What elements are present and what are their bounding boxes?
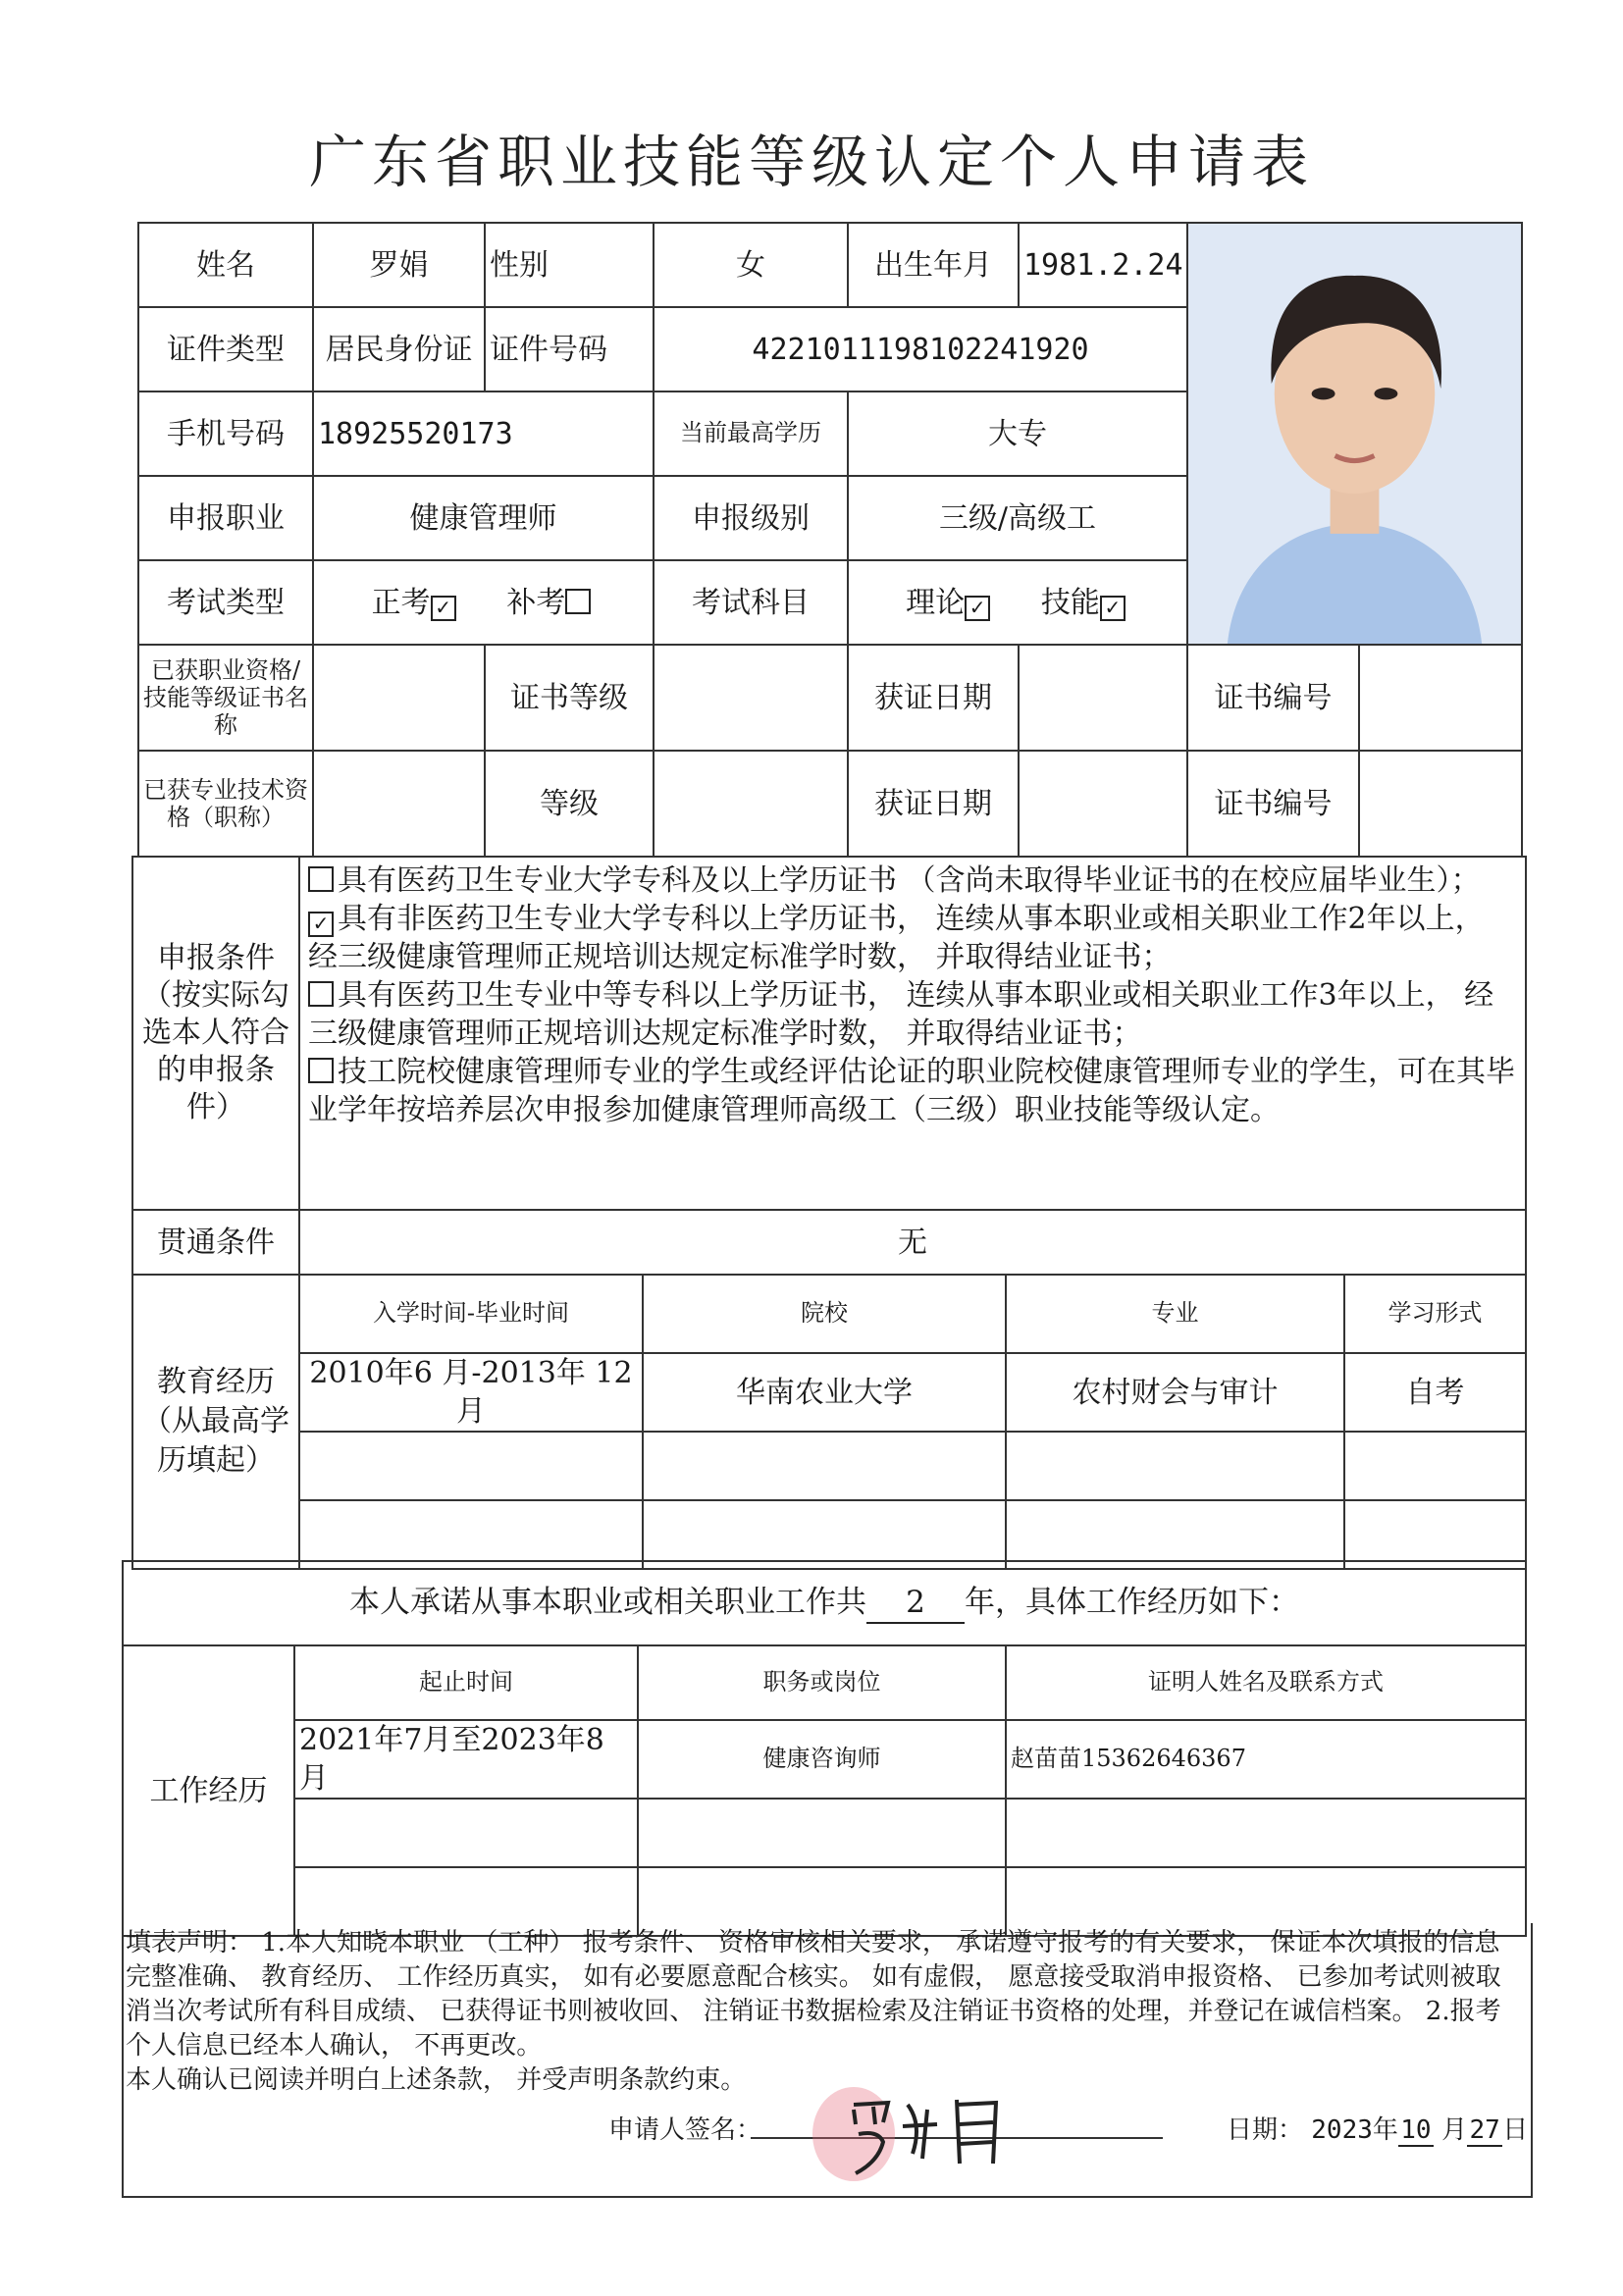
name-value: 罗娟 xyxy=(313,223,485,307)
id-no-value: 4221011198102241920 xyxy=(654,307,1187,391)
date-year: 2023年 xyxy=(1311,2115,1398,2145)
work-cell: 健康咨询师 xyxy=(638,1720,1006,1799)
table-row xyxy=(132,1500,1526,1569)
no2-label: 证书编号 xyxy=(1187,751,1359,857)
cert1-value xyxy=(313,645,485,751)
signature-label: 申请人签名： xyxy=(608,2115,762,2145)
edu-cell xyxy=(299,1500,643,1569)
sign-date xyxy=(1227,2110,1528,2147)
condition-item xyxy=(308,1053,1517,1129)
work-cell xyxy=(294,1799,638,1867)
signature-row xyxy=(608,2110,1531,2146)
level2-label: 等级 xyxy=(485,751,654,857)
subject-skill-label: 技能 xyxy=(1040,585,1100,620)
cert-level-value xyxy=(654,645,848,751)
applicant-photo xyxy=(1188,224,1521,644)
table-row xyxy=(132,1353,1526,1432)
commitment-line xyxy=(123,1561,1526,1645)
certs-table xyxy=(137,644,1523,858)
commitment-prefix: 本人承诺从事本职业或相关职业工作共 xyxy=(349,1584,866,1620)
education-label: 教育经历（从最高学历填起） xyxy=(132,1275,299,1569)
id-type-label: 证件类型 xyxy=(138,307,313,391)
edu-header-period: 入学时间-毕业时间 xyxy=(299,1275,643,1353)
condition-3-checkbox[interactable] xyxy=(308,981,334,1007)
condition-2-text: 具有非医药卫生专业大学专科以上学历证书， 连续从事本职业或相关职业工作2年以上， 经三级健康管理师正规培训达规定标准学时数， 并取得结业证书； xyxy=(308,902,1485,974)
cert2-value xyxy=(313,751,485,857)
date-month-unit: 月 xyxy=(1441,2115,1468,2145)
phone-label: 手机号码 xyxy=(138,391,313,476)
cert-date-label: 获证日期 xyxy=(848,645,1019,751)
edu-cell xyxy=(643,1432,1006,1500)
edu-cell: 2010年6 月-2013年 12月 xyxy=(299,1353,643,1432)
work-cell xyxy=(638,1799,1006,1867)
edu-cell: 农村财会与审计 xyxy=(1006,1353,1344,1432)
education-level-value: 大专 xyxy=(848,391,1187,476)
conditions-list xyxy=(299,857,1526,1210)
work-table xyxy=(122,1560,1527,1937)
cert-date-value xyxy=(1019,645,1187,751)
education-level-label: 当前最高学历 xyxy=(654,391,848,476)
condition-item xyxy=(308,900,1517,976)
commitment-years: 2 xyxy=(866,1583,965,1624)
job-value: 健康管理师 xyxy=(313,476,654,560)
photo-cell xyxy=(1187,223,1522,645)
condition-1-text: 具有医药卫生专业大学专科及以上学历证书 （含尚未取得毕业证书的在校应届毕业生）； xyxy=(338,863,1481,898)
no2-value xyxy=(1359,751,1522,857)
condition-3-text: 具有医药卫生专业中等专科以上学历证书， 连续从事本职业或相关职业工作3年以上， 经三级健康管理师正规培训达规定标准学时数， 并取得结业证书； xyxy=(308,978,1494,1051)
education-table xyxy=(131,1274,1527,1570)
declaration-confirm: 本人确认已阅读并明白上述条款， 并受声明条款约束。 xyxy=(126,2065,747,2095)
edu-cell xyxy=(1344,1432,1526,1500)
work-cell: 赵苗苗15362646367 xyxy=(1006,1720,1526,1799)
level2-value xyxy=(654,751,848,857)
edu-cell: 自考 xyxy=(1344,1353,1526,1432)
table-row xyxy=(132,1432,1526,1500)
level-label: 申报级别 xyxy=(654,476,848,560)
edu-cell: 华南农业大学 xyxy=(643,1353,1006,1432)
subject-skill-checkbox[interactable]: ✓ xyxy=(1100,596,1126,621)
condition-4-text: 技工院校健康管理师专业的学生或经评估论证的职业院校健康管理师专业的学生，可在其毕业学年按培养层次申报参加健康管理师高级工（三级）职业技能等级认定。 xyxy=(308,1055,1515,1127)
condition-4-checkbox[interactable] xyxy=(308,1058,334,1083)
work-cell xyxy=(1006,1799,1526,1867)
work-header-period: 起止时间 xyxy=(294,1645,638,1720)
job-label: 申报职业 xyxy=(138,476,313,560)
cert-no-label: 证书编号 xyxy=(1187,645,1359,751)
signature-handwriting xyxy=(785,2065,1040,2183)
id-no-label: 证件号码 xyxy=(485,307,654,391)
gender-value: 女 xyxy=(654,223,848,307)
edu-cell xyxy=(1006,1432,1344,1500)
date-day[interactable]: 27 xyxy=(1467,2115,1502,2147)
exam-makeup-checkbox[interactable] xyxy=(565,589,591,614)
cert-level-label: 证书等级 xyxy=(485,645,654,751)
exam-type-options xyxy=(313,560,654,645)
through-value: 无 xyxy=(299,1210,1526,1275)
birth-value: 1981.2.24 xyxy=(1019,223,1187,307)
cert2-label: 已获专业技术资格（职称） xyxy=(138,751,313,857)
level-value: 三级/高级工 xyxy=(848,476,1187,560)
birth-label: 出生年月 xyxy=(848,223,1019,307)
exam-regular-label: 正考 xyxy=(371,585,431,620)
edu-cell xyxy=(643,1500,1006,1569)
table-row xyxy=(123,1799,1526,1867)
work-header-reference: 证明人姓名及联系方式 xyxy=(1006,1645,1526,1720)
date-label: 日期： xyxy=(1227,2115,1304,2145)
basic-info-table xyxy=(137,222,1523,646)
edu-cell xyxy=(1006,1500,1344,1569)
conditions-table xyxy=(131,856,1527,1276)
date-day-unit: 日 xyxy=(1502,2115,1529,2145)
condition-1-checkbox[interactable] xyxy=(308,866,334,892)
edu-cell xyxy=(299,1432,643,1500)
edu-header-major: 专业 xyxy=(1006,1275,1344,1353)
table-row xyxy=(123,1720,1526,1799)
cert1-label: 已获职业资格/技能等级证书名称 xyxy=(138,645,313,751)
through-label: 贯通条件 xyxy=(132,1210,299,1275)
id-type-value: 居民身份证 xyxy=(313,307,485,391)
gender-label: 性别 xyxy=(485,223,654,307)
work-label: 工作经历 xyxy=(123,1645,294,1936)
date2-label: 获证日期 xyxy=(848,751,1019,857)
condition-item xyxy=(308,976,1517,1053)
date-month[interactable]: 10 xyxy=(1398,2115,1434,2147)
exam-type-label: 考试类型 xyxy=(138,560,313,645)
conditions-label: 申报条件（按实际勾选本人符合的申报条件） xyxy=(132,857,299,1210)
commitment-suffix: 年，具体工作经历如下： xyxy=(965,1584,1299,1620)
form-title: 广东省职业技能等级认定个人申请表 xyxy=(308,129,1314,195)
declaration-text: 填表声明： 1.本人知晓本职业 （工种） 报考条件、 资格审核相关要求， 承诺遵守报考的有关要求， 保证本次填报的信息完整准确、 教育经历、 工作经历真实， 如有必要愿意配合核实。 如有虚假， 愿意接受取消申报资格、 已参加考试则被取消当次考试所有科目成绩、 已获得证书则被收回、 注销证书数据检索及注销证书资格的处理，并登记在诚信档案。 2.报考个人信息已经本人确认， 不再更改。 xyxy=(126,1928,1501,2061)
subject-label: 考试科目 xyxy=(654,560,848,645)
subject-options xyxy=(848,560,1187,645)
edu-cell xyxy=(1344,1500,1526,1569)
date2-value xyxy=(1019,751,1187,857)
exam-regular-checkbox[interactable]: ✓ xyxy=(431,596,456,621)
subject-theory-checkbox[interactable]: ✓ xyxy=(965,596,990,621)
edu-header-school: 院校 xyxy=(643,1275,1006,1353)
subject-theory-label: 理论 xyxy=(906,585,966,620)
condition-item xyxy=(308,861,1517,900)
work-header-position: 职务或岗位 xyxy=(638,1645,1006,1720)
work-cell: 2021年7月至2023年8月 xyxy=(294,1720,638,1799)
cert-no-value xyxy=(1359,645,1522,751)
condition-2-checkbox[interactable]: ✓ xyxy=(308,912,334,937)
exam-makeup-label: 补考 xyxy=(506,585,566,620)
edu-header-mode: 学习形式 xyxy=(1344,1275,1526,1353)
phone-value: 18925520173 xyxy=(313,391,654,476)
name-label: 姓名 xyxy=(138,223,313,307)
